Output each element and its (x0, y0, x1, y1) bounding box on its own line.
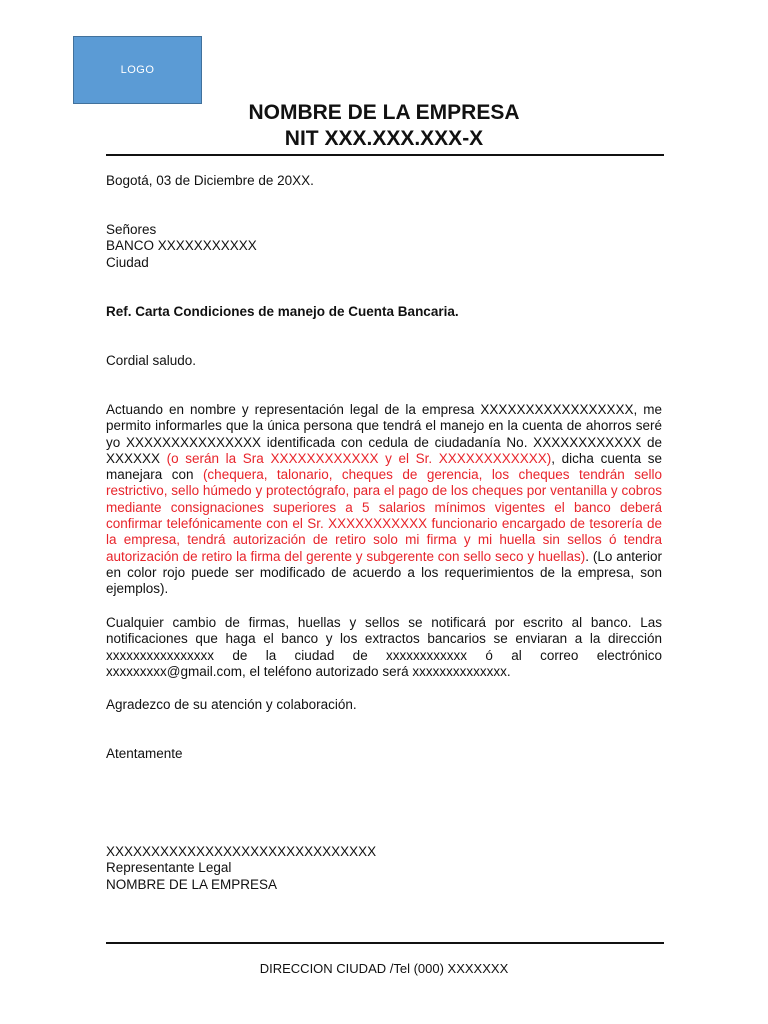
recipient-block (106, 222, 662, 271)
recipient-salutation: Señores (106, 222, 157, 237)
body-paragraph-2: Cualquier cambio de firmas, huellas y sellos se notificará por escrito al banco. Las notificaciones que haga el banco y los extractos bancarios se enviaran a la dirección xxxxxxxxxxxxxxxx de la ciudad de xxxxxxxxxxxx ó al correo electrónico xxxxxxxxx@gmail.com, el teléfono autorizado será xxxxxxxxxxxxxx. (106, 615, 662, 679)
body-p1-red-signers: (o serán la Sra XXXXXXXXXXXX y el Sr. XXXXXXXXXXXX) (166, 450, 552, 466)
letter-reference: Ref. Carta Condiciones de manejo de Cuenta Bancaria. (106, 304, 459, 319)
signature-name: XXXXXXXXXXXXXXXXXXXXXXXXXXXXXX (106, 844, 377, 859)
logo-label: LOGO (120, 64, 155, 76)
header-divider (106, 154, 664, 156)
recipient-city: Ciudad (106, 254, 149, 270)
letter-thanks: Agradezco de su atención y colaboración. (106, 697, 357, 712)
body-p1-end: . (Lo anterior en color rojo puede ser modificado de acuerdo a los requerimientos de la empresa, son ejemplos). (106, 548, 662, 597)
body-p1-red-conditions: (chequera, talonario, cheques de gerencia, los cheques tendrán sello restrictivo, sello húmedo y protectógrafo, para el pago de los cheques por ventanilla y cobros mediante consignaciones superiores a 5 salarios mínimos vigentes el banco deberá confirmar telefónicamente con el Sr. XXXXXXXXXXX funcionario encargado de tesorería de la empresa, tendrá autorización de retiro solo mi firma y mi huella sin sellos ó tendra autorización de retiro la firma del gerente y subgerente con sello seco y huellas) (106, 467, 662, 564)
signature-role: Representante Legal (106, 860, 232, 876)
body-p1-middle: , dicha cuenta se manejara con (106, 450, 662, 483)
letter-date: Bogotá, 03 de Diciembre de 20XX. (106, 173, 314, 188)
letter-greeting: Cordial saludo. (106, 353, 197, 368)
company-name: NOMBRE DE LA EMPRESA (248, 101, 520, 124)
company-nit: NIT XXX.XXX.XXX-X (284, 127, 484, 150)
body-p1-intro: Actuando en nombre y representación legal de la empresa XXXXXXXXXXXXXXXXX, me permito informarles que la única persona que tendrá el manejo en la cuenta de ahorros seré yo XXXXXXXXXXXXXXX identificada con cedula de ciudadanía No. XXXXXXXXXXXX de XXXXXX (106, 402, 662, 466)
logo-placeholder (73, 36, 202, 104)
footer-contact: DIRECCION CIUDAD /Tel (000) XXXXXXX (259, 961, 509, 976)
signature-company: NOMBRE DE LA EMPRESA (106, 876, 278, 892)
signature-block (106, 844, 662, 893)
recipient-bank: BANCO XXXXXXXXXXX (106, 238, 257, 254)
footer-divider (106, 942, 664, 944)
body-paragraph-1 (106, 402, 662, 598)
letter-closing: Atentamente (106, 746, 183, 761)
